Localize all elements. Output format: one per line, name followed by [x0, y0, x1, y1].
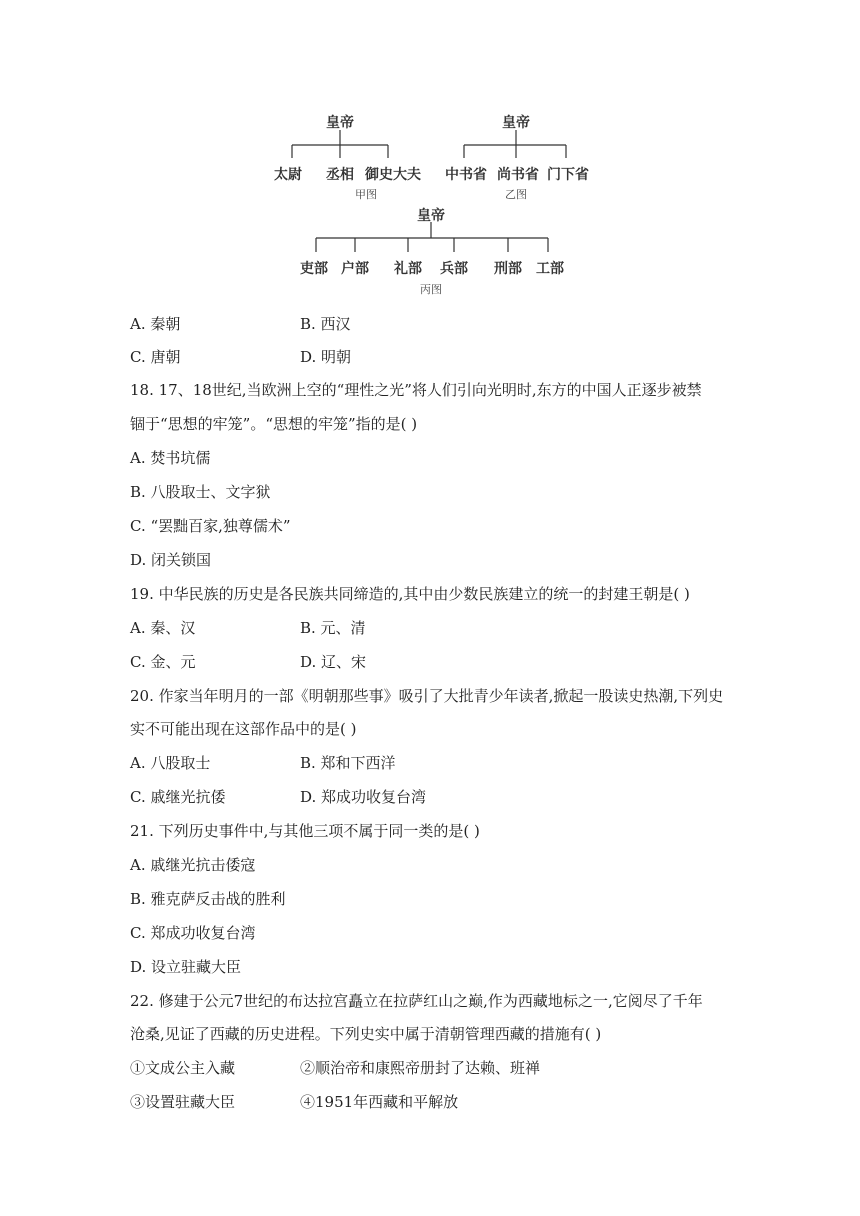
yi-child-2: 尚书省: [497, 167, 539, 183]
bing-child-1: 吏部: [300, 261, 328, 277]
q18-stem-line-2: 锢于“思想的牢笼”。“思想的牢笼”指的是( ): [130, 415, 418, 433]
yi-child-3: 门下省: [547, 167, 589, 183]
q19-option-c: C. 金、元: [130, 653, 196, 671]
q17-option-d: D. 明朝: [300, 348, 352, 366]
q20-option-a: A. 八股取士: [130, 754, 211, 772]
jia-child-1: 太尉: [274, 167, 302, 183]
q20-stem-line-1: 20. 作家当年明月的一部《明朝那些事》吸引了大批青少年读者,掀起一股读史热潮,下列史: [130, 687, 724, 705]
jia-top-label: 皇帝: [326, 115, 354, 131]
yi-child-1: 中书省: [445, 167, 487, 183]
bing-child-6: 工部: [536, 261, 564, 277]
q20-stem-line-2: 实不可能出现在这部作品中的是( ): [130, 720, 357, 738]
q21-stem: 21. 下列历史事件中,与其他三项不属于同一类的是( ): [130, 822, 480, 840]
q18-option-b: B. 八股取士、文字狱: [130, 483, 271, 501]
q22-item-4: ④1951年西藏和平解放: [300, 1093, 459, 1111]
q19-stem: 19. 中华民族的历史是各民族共同缔造的,其中由少数民族建立的统一的封建王朝是( ): [130, 585, 690, 603]
q18-option-d: D. 闭关锁国: [130, 551, 212, 569]
q19-option-a: A. 秦、汉: [130, 619, 196, 637]
jia-caption: 甲图: [355, 188, 377, 201]
q18-option-a: A. 焚书坑儒: [130, 449, 211, 467]
jia-child-3: 御史大夫: [365, 167, 421, 183]
q22-stem-line-1: 22. 修建于公元7世纪的布达拉宫矗立在拉萨红山之巅,作为西藏地标之一,它阅尽了千年: [130, 992, 703, 1010]
bing-child-3: 礼部: [394, 261, 422, 277]
q21-option-a: A. 戚继光抗击倭寇: [130, 856, 256, 874]
q22-stem-line-2: 沧桑,见证了西藏的历史进程。下列史实中属于清朝管理西藏的措施有( ): [130, 1025, 602, 1043]
yi-top-label: 皇帝: [502, 115, 530, 131]
q22-item-3: ③设置驻藏大臣: [130, 1093, 236, 1111]
q22-item-2: ②顺治帝和康熙帝册封了达赖、班禅: [300, 1059, 541, 1077]
q17-option-a: A. 秦朝: [130, 315, 181, 333]
q21-option-d: D. 设立驻藏大臣: [130, 958, 242, 976]
yi-caption: 乙图: [505, 188, 527, 201]
diagram-lines: [0, 0, 860, 310]
q21-option-b: B. 雅克萨反击战的胜利: [130, 890, 286, 908]
bing-child-2: 户部: [341, 261, 369, 277]
q17-option-b: B. 西汉: [300, 315, 351, 333]
q17-option-c: C. 唐朝: [130, 348, 181, 366]
q18-option-c: C. “罢黜百家,独尊儒术”: [130, 517, 291, 535]
bing-caption: 丙图: [420, 283, 442, 296]
jia-child-2: 丞相: [326, 167, 354, 183]
bing-child-4: 兵部: [440, 261, 468, 277]
q22-item-1: ①文成公主入藏: [130, 1059, 236, 1077]
q20-option-d: D. 郑成功收复台湾: [300, 788, 427, 806]
bing-top-label: 皇帝: [417, 208, 445, 224]
organization-diagrams: [0, 0, 860, 310]
q19-option-b: B. 元、清: [300, 619, 366, 637]
q18-stem-line-1: 18. 17、18世纪,当欧洲上空的“理性之光”将人们引向光明时,东方的中国人正逐步被禁: [130, 381, 702, 399]
q20-option-c: C. 戚继光抗倭: [130, 788, 226, 806]
q21-option-c: C. 郑成功收复台湾: [130, 924, 256, 942]
q19-option-d: D. 辽、宋: [300, 653, 367, 671]
bing-child-5: 刑部: [494, 261, 522, 277]
q20-option-b: B. 郑和下西洋: [300, 754, 396, 772]
